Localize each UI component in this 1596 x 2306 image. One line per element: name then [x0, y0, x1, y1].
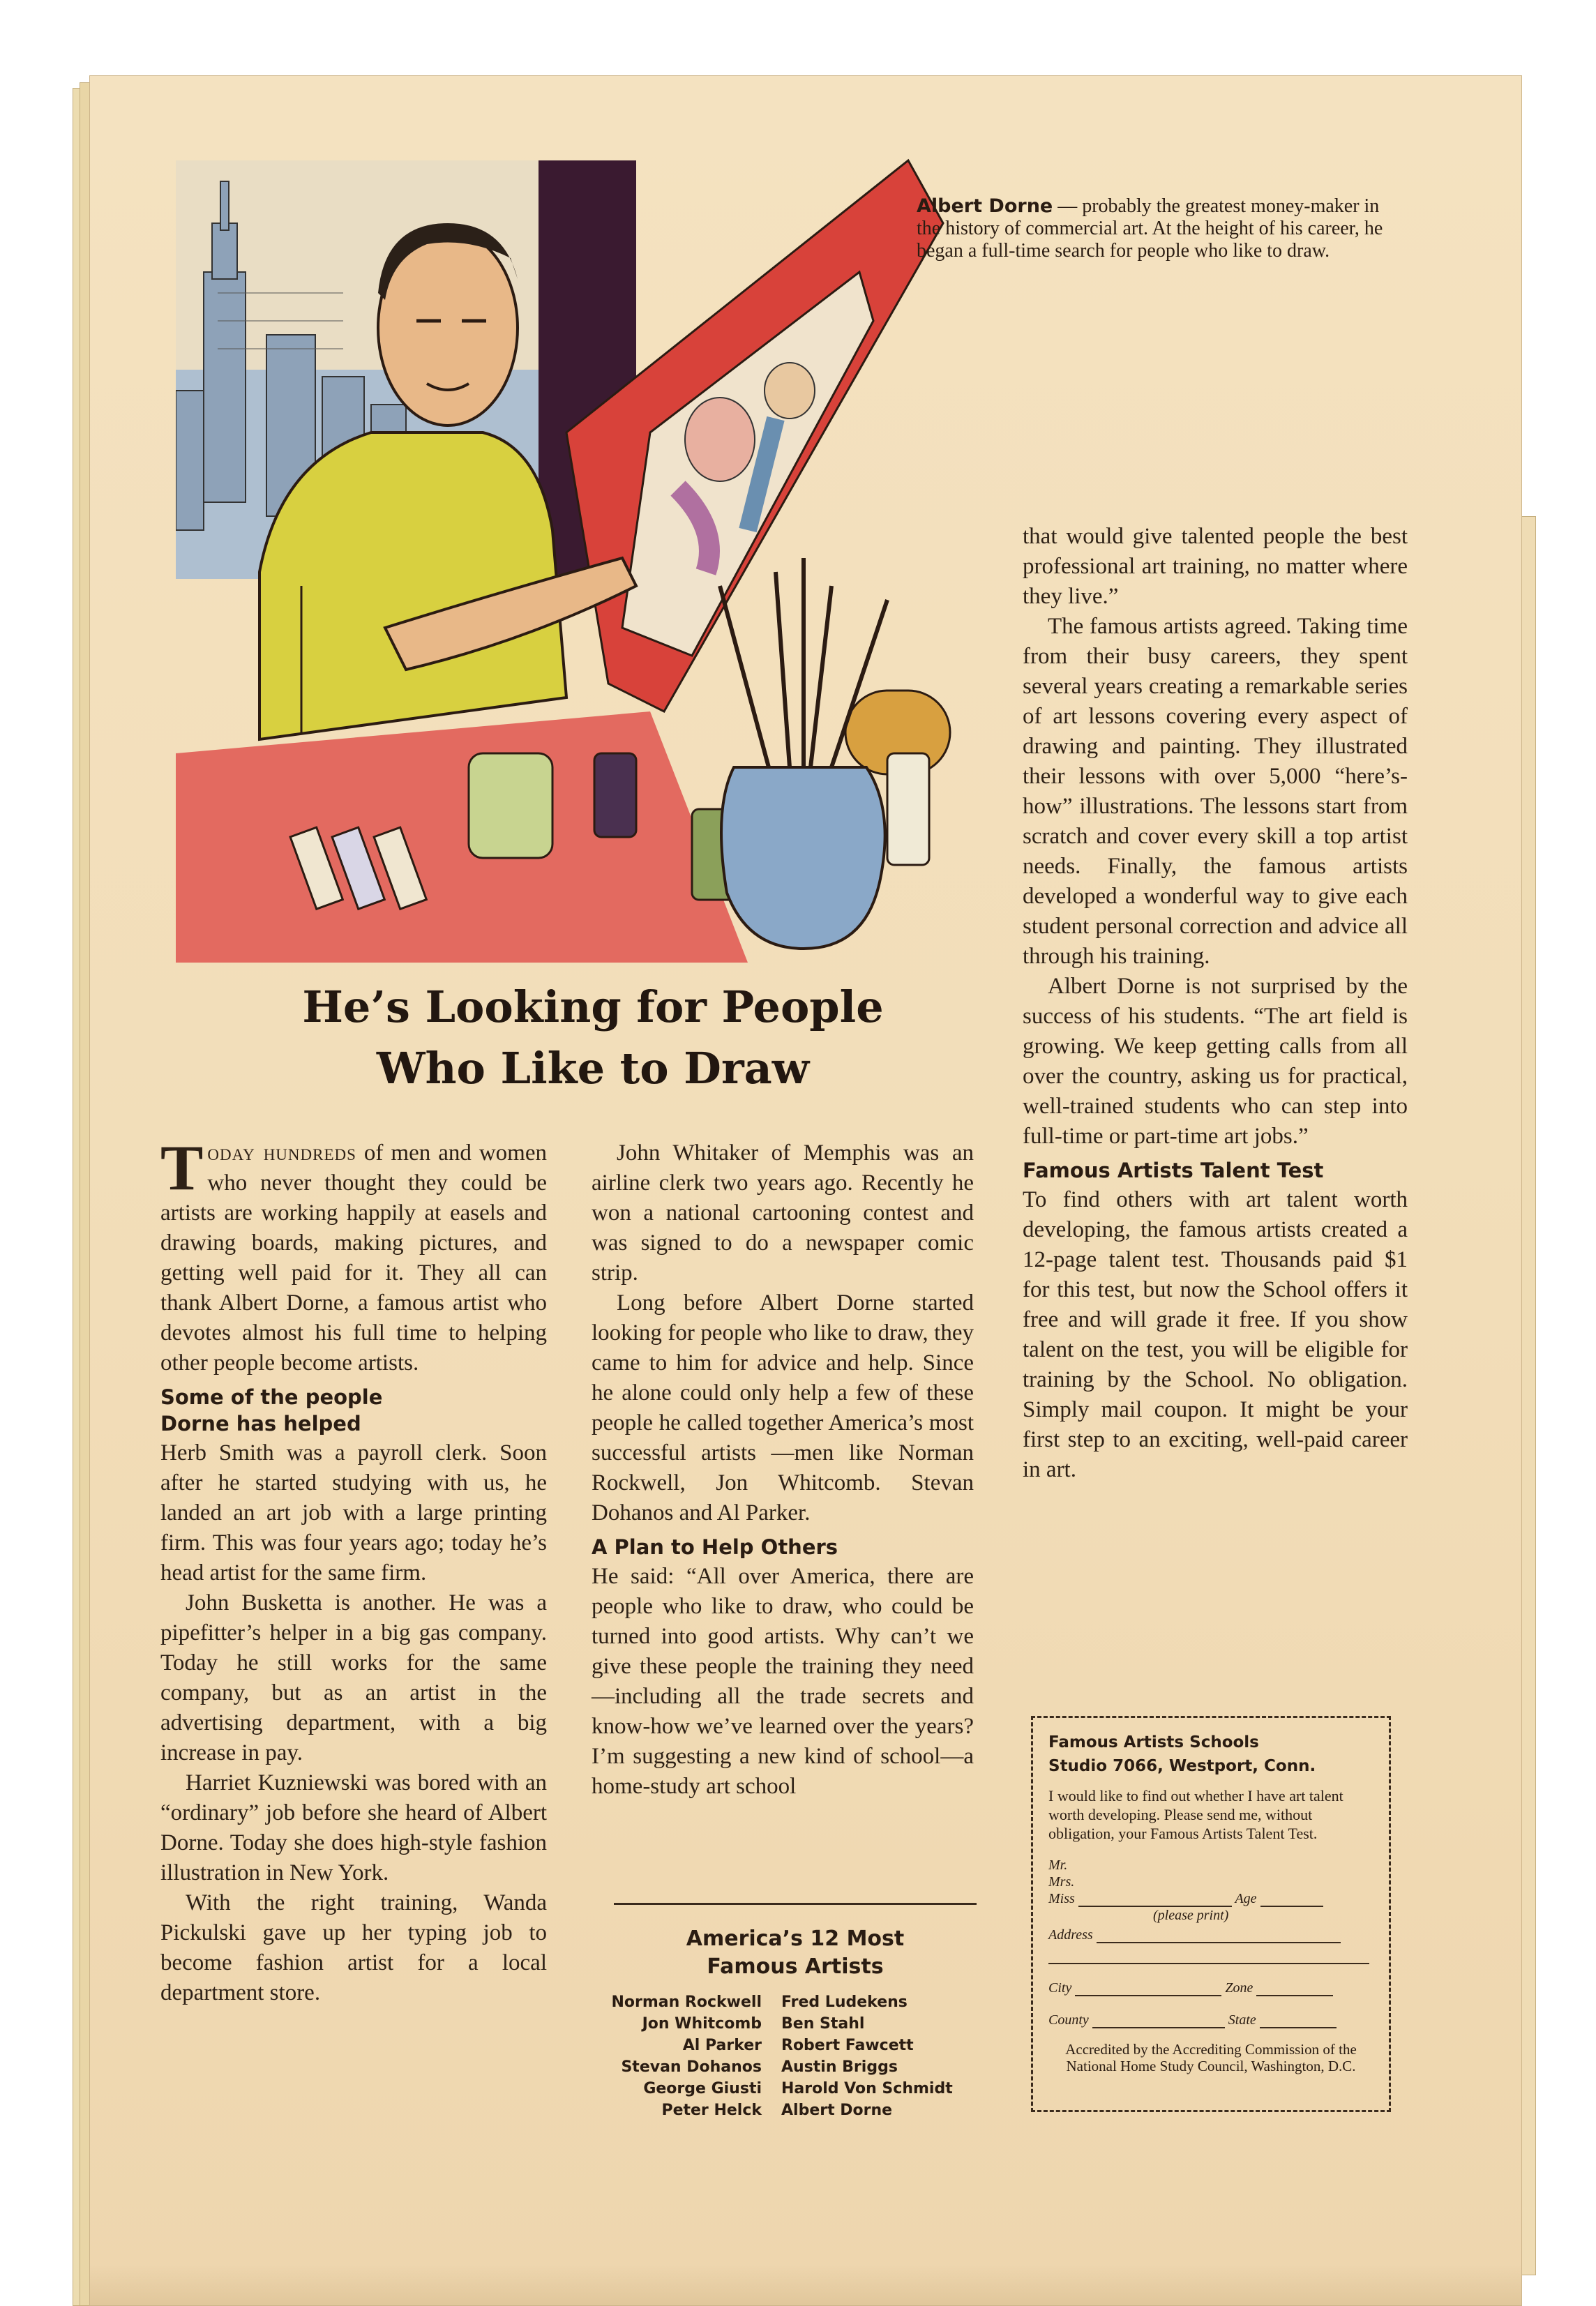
artist-name: Austin Briggs [781, 2058, 898, 2076]
intro-paragraph [160, 1132, 547, 1378]
artist-name: Albert Dorne [781, 2102, 893, 2119]
coupon-address: Studio 7066, Westport, Conn. [1048, 1757, 1316, 1775]
artist-name: Stevan Dohanos [621, 2058, 762, 2076]
headline-line-2: Who Like to Draw [376, 1043, 810, 1094]
artist-row [579, 2100, 1011, 2121]
coupon-body: I would like to find out whether I have art talent worth developing. Please send me, without obligation, your Famous Artists Talent Test. [1048, 1787, 1343, 1842]
artist-row [579, 2035, 1011, 2056]
artists-title-line-1: America’s 12 Most [686, 1927, 905, 1951]
artist-name: Robert Fawcett [781, 2037, 914, 2054]
artist-row [579, 2013, 1011, 2035]
field-label-county: County [1048, 2012, 1089, 2028]
body-column-1 [160, 1132, 547, 2008]
artist-row [579, 1991, 1011, 2013]
artist-illustration [176, 140, 978, 963]
city-line[interactable] [1075, 1982, 1221, 1996]
paragraph: John Whitaker of Memphis was an airline clerk two years ago. Recently he won a national cartooning contest and was signed to do a newspaper comic strip. [592, 1140, 974, 1286]
paragraph: that would give talented people the best professional art training, no matter where they live.” [1023, 524, 1408, 609]
subhead-line-2: Dorne has helped [160, 1412, 361, 1435]
paragraph: To find others with art talent worth developing, the famous artists created a 12-page talent test. Thousands paid $1 for this test, but now the School offers it free and will grade it free. If you show talent on the test, you will be eligible for training by the School. No obligation. Simply mail coupon. It might be your first step to an exciting, well-paid career in art. [1023, 1187, 1408, 1482]
paragraph: Albert Dorne is not surprised by the success of his students. “The art field is growing. We keep getting calls from all over the country, asking us for practical, well-trained students who can step into full-time or part-time art jobs.” [1023, 974, 1408, 1149]
paragraph: Harriet Kuzniewski was bored with an “ordinary” job before she heard of Albert Dorne. Today she does high-style fashion illustration in New York. [160, 1770, 547, 1885]
smallcaps-lead: oday hundreds [207, 1140, 356, 1166]
address-line-2[interactable] [1048, 1947, 1373, 1964]
paragraph: He said: “All over America, there are people who like to draw, who could be turned into good artists. Why can’t we give these people the training they need—including all the trade secrets and know-how we’ve learned over the years? I’m suggesting a new kind of school—a home-study art school [592, 1564, 974, 1799]
field-label-address: Address [1048, 1927, 1093, 1943]
coupon-school: Famous Artists Schools [1048, 1733, 1259, 1751]
caption-text: — probably the greatest money-maker in the history of commercial art. At the height of his career, he began a full-time search for people who like to draw. [917, 195, 1383, 262]
illustration-caption [917, 195, 1405, 262]
paragraph: Herb Smith was a payroll clerk. Soon after he started studying with us, he landed an art job with a large printing firm. This was four years ago; today he’s head artist for the same firm. [160, 1440, 547, 1585]
artists-list [579, 1991, 1011, 2121]
name-field[interactable] [1048, 1857, 1373, 1924]
subhead-dorne-helped [160, 1384, 547, 1437]
field-label-miss: Miss [1048, 1891, 1075, 1906]
artist-name: Jon Whitcomb [642, 2015, 762, 2033]
field-label-mrs: Mrs. [1048, 1874, 1075, 1890]
body-column-3 [1023, 522, 1408, 1485]
artist-row [579, 2078, 1011, 2100]
field-hint-print: (please print) [1153, 1908, 1229, 1923]
paragraph: With the right training, Wanda Pickulski gave up her typing job to become fashion artist for a local department store. [160, 1890, 547, 2005]
address-line-extra[interactable] [1048, 1950, 1369, 1964]
artists-title [600, 1925, 991, 1981]
field-label-zone: Zone [1225, 1980, 1254, 1996]
field-label-mr: Mr. [1048, 1857, 1068, 1873]
field-label-state: State [1228, 2012, 1256, 2028]
intro-text: of men and women who never thought they could be artists are working happily at easels and drawing boards, making pictures, and getting well paid for it. They all can thank Albert Dorne, a famous artist who devotes almost his full time to helping other people become artists. [160, 1140, 547, 1376]
paragraph: Long before Albert Dorne started looking for people who like to draw, they came to him for advice and help. Since he alone could only help a few of these people he called together America’s most successful artists —men like Norman Rockwell, Jon Whitcomb. Stevan Dohanos and Al Parker. [592, 1290, 974, 1525]
mail-coupon [1031, 1716, 1391, 2112]
body-column-2 [592, 1138, 974, 1802]
artist-name: Peter Helck [661, 2102, 762, 2119]
address-field[interactable] [1048, 1927, 1373, 1943]
artist-name: Norman Rockwell [611, 1994, 762, 2011]
name-line[interactable] [1078, 1893, 1232, 1907]
paragraph: John Busketta is another. He was a pipefitter’s helper in a big gas company. Today he still works for the same company, but as an artist in the advertising department, with a big increase in pay. [160, 1590, 547, 1765]
caption-name: Albert Dorne [917, 195, 1053, 217]
subhead-line-1: Some of the people [160, 1385, 383, 1409]
headline [160, 977, 1025, 1099]
headline-line-1: He’s Looking for People [302, 981, 884, 1032]
field-label-city: City [1048, 1980, 1072, 1996]
zone-line[interactable] [1256, 1982, 1333, 1996]
artist-name: George Giusti [643, 2080, 762, 2097]
field-label-age: Age [1235, 1891, 1257, 1906]
artists-title-line-2: Famous Artists [707, 1954, 884, 1979]
city-zone-field[interactable] [1048, 1980, 1373, 1996]
artist-row [579, 2056, 1011, 2078]
subhead-plan: A Plan to Help Others [592, 1535, 838, 1559]
subhead-talent-test: Famous Artists Talent Test [1023, 1159, 1324, 1182]
artist-name: Harold Von Schmidt [781, 2080, 953, 2097]
artist-name: Ben Stahl [781, 2015, 865, 2033]
drop-cap: T [160, 1132, 204, 1203]
county-state-field[interactable] [1048, 2012, 1373, 2028]
address-line[interactable] [1097, 1929, 1341, 1943]
paragraph: The famous artists agreed. Taking time from their busy careers, they spent several years creating a remarkable series of art lessons covering every aspect of drawing and painting. They illustrated their lessons with over 5,000 “here’s-how” illustrations. The lessons start from scratch and cover every skill a top artist needs. Finally, the famous artists developed a wonderful way to give each student personal correction and advice all through his training. [1023, 614, 1408, 969]
accreditation-note: Accredited by the Accrediting Commission of the National Home Study Council, Washington, D.C. [1065, 2041, 1357, 2074]
artist-name: Al Parker [682, 2037, 762, 2054]
divider [614, 1903, 977, 1905]
state-line[interactable] [1260, 2014, 1337, 2028]
age-line[interactable] [1260, 1893, 1323, 1907]
artist-name: Fred Ludekens [781, 1994, 908, 2011]
county-line[interactable] [1092, 2014, 1225, 2028]
